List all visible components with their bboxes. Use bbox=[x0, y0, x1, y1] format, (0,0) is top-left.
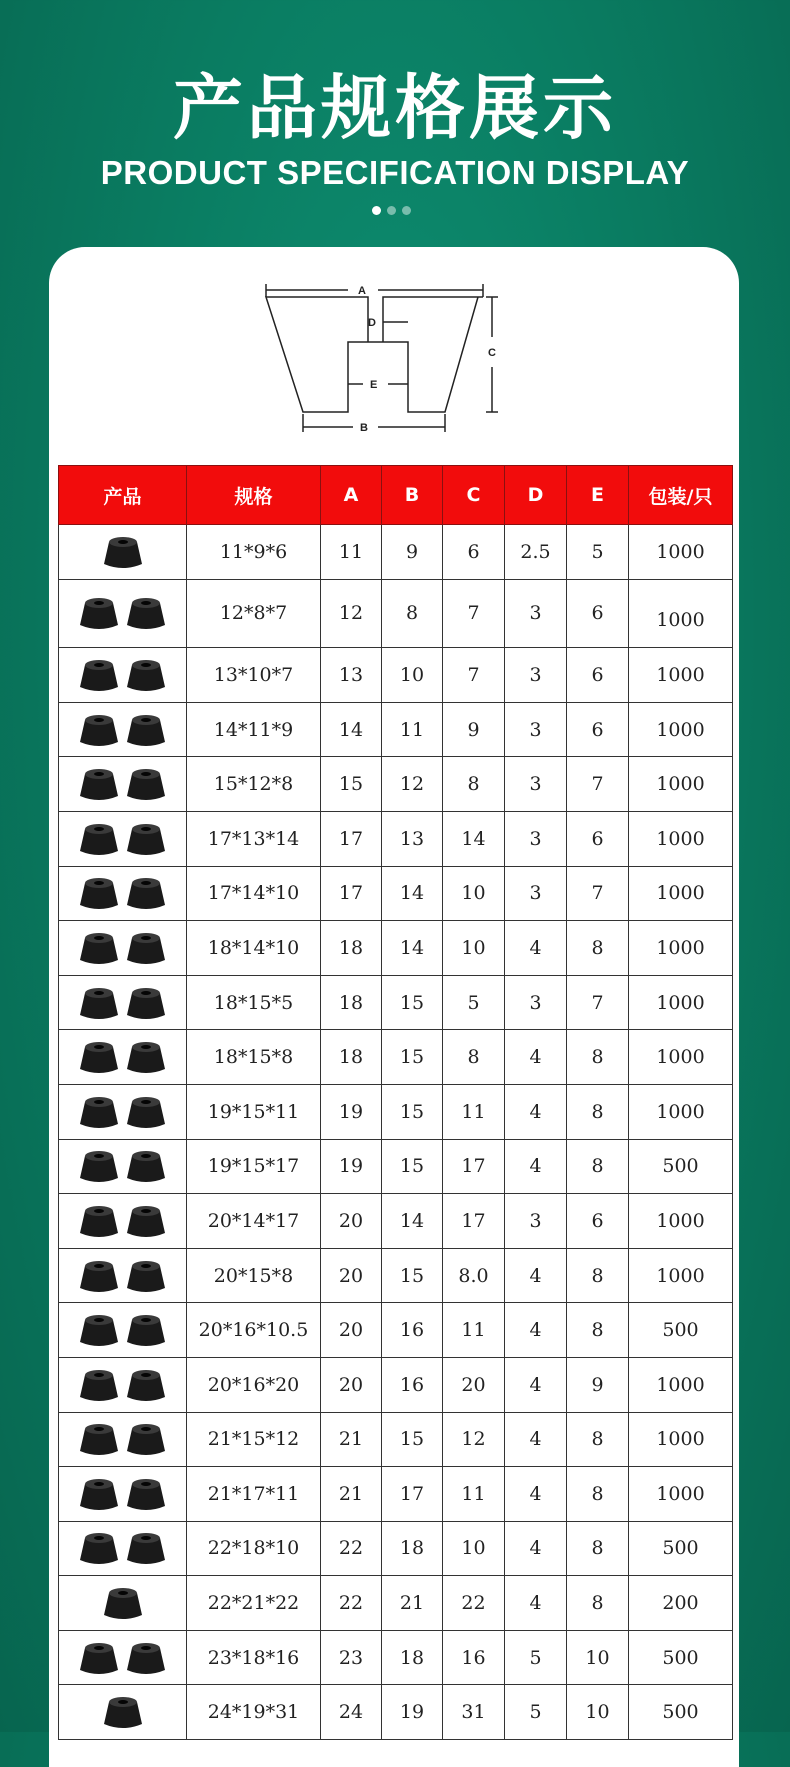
cell-qty: 1000 bbox=[629, 1248, 733, 1303]
cell-b: 15 bbox=[382, 1139, 443, 1194]
cell-b: 14 bbox=[382, 1194, 443, 1249]
cell-spec: 21*15*12 bbox=[187, 1412, 321, 1467]
cell-qty: 1000 bbox=[629, 648, 733, 703]
cell-d: 3 bbox=[505, 1194, 567, 1249]
cell-c: 9 bbox=[443, 702, 505, 757]
cell-c: 6 bbox=[443, 525, 505, 580]
product-image-cell bbox=[59, 921, 187, 976]
cell-a: 24 bbox=[321, 1685, 382, 1740]
rubber-foot-image bbox=[124, 819, 168, 859]
table-row bbox=[59, 702, 733, 757]
dimension-diagram bbox=[258, 272, 558, 442]
cell-a: 20 bbox=[321, 1357, 382, 1412]
cell-a: 19 bbox=[321, 1084, 382, 1139]
cell-a: 14 bbox=[321, 702, 382, 757]
cell-a: 13 bbox=[321, 648, 382, 703]
product-image-cell bbox=[59, 757, 187, 812]
cell-qty: 1000 bbox=[629, 1467, 733, 1522]
rubber-foot-image bbox=[124, 983, 168, 1023]
product-image-cell bbox=[59, 1357, 187, 1412]
pager-dot bbox=[402, 206, 411, 215]
cell-c: 12 bbox=[443, 1412, 505, 1467]
page-subtitle: PRODUCT SPECIFICATION DISPLAY bbox=[100, 154, 690, 191]
rubber-foot-image bbox=[77, 1146, 121, 1186]
cell-d: 4 bbox=[505, 1357, 567, 1412]
product-image-cell bbox=[59, 1303, 187, 1358]
rubber-foot-image bbox=[77, 764, 121, 804]
cell-d: 3 bbox=[505, 702, 567, 757]
rubber-foot-image bbox=[77, 655, 121, 695]
cell-d: 4 bbox=[505, 1412, 567, 1467]
cell-spec: 20*15*8 bbox=[187, 1248, 321, 1303]
rubber-foot-image bbox=[77, 710, 121, 750]
cell-e: 8 bbox=[567, 1303, 629, 1358]
product-image-cell bbox=[59, 525, 187, 580]
rubber-foot-image bbox=[77, 1638, 121, 1678]
product-image-cell bbox=[59, 1030, 187, 1085]
cell-a: 18 bbox=[321, 921, 382, 976]
cell-c: 5 bbox=[443, 975, 505, 1030]
cell-b: 15 bbox=[382, 975, 443, 1030]
cell-a: 21 bbox=[321, 1467, 382, 1522]
rubber-foot-image bbox=[124, 655, 168, 695]
cell-a: 20 bbox=[321, 1248, 382, 1303]
cell-d: 5 bbox=[505, 1630, 567, 1685]
cell-a: 23 bbox=[321, 1630, 382, 1685]
rubber-foot-image bbox=[77, 873, 121, 913]
cell-a: 12 bbox=[321, 579, 382, 648]
cell-e: 8 bbox=[567, 1521, 629, 1576]
cell-spec: 18*15*8 bbox=[187, 1030, 321, 1085]
cell-spec: 18*15*5 bbox=[187, 975, 321, 1030]
cell-b: 15 bbox=[382, 1248, 443, 1303]
table-row bbox=[59, 757, 733, 812]
table-row bbox=[59, 1030, 733, 1085]
rubber-foot-image bbox=[77, 819, 121, 859]
cell-c: 17 bbox=[443, 1139, 505, 1194]
cell-e: 5 bbox=[567, 525, 629, 580]
cell-b: 13 bbox=[382, 811, 443, 866]
cell-d: 3 bbox=[505, 648, 567, 703]
cell-e: 9 bbox=[567, 1357, 629, 1412]
spec-table bbox=[58, 465, 733, 1740]
dim-label-c: C bbox=[488, 347, 496, 359]
rubber-foot-image bbox=[95, 532, 151, 572]
table-row bbox=[59, 975, 733, 1030]
pager-dot bbox=[387, 206, 396, 215]
cell-d: 3 bbox=[505, 866, 567, 921]
rubber-foot-image bbox=[124, 928, 168, 968]
rubber-foot-image bbox=[124, 873, 168, 913]
cell-c: 10 bbox=[443, 866, 505, 921]
col-header-d: D bbox=[505, 466, 567, 525]
table-row bbox=[59, 648, 733, 703]
cell-d: 2.5 bbox=[505, 525, 567, 580]
rubber-foot-image bbox=[77, 1310, 121, 1350]
cell-d: 4 bbox=[505, 1576, 567, 1631]
cell-c: 17 bbox=[443, 1194, 505, 1249]
cell-d: 4 bbox=[505, 1139, 567, 1194]
cell-a: 20 bbox=[321, 1303, 382, 1358]
cell-qty: 1000 bbox=[629, 1084, 733, 1139]
cell-qty: 1000 bbox=[629, 1412, 733, 1467]
cell-b: 11 bbox=[382, 702, 443, 757]
cell-c: 14 bbox=[443, 811, 505, 866]
cell-d: 3 bbox=[505, 757, 567, 812]
cell-c: 7 bbox=[443, 579, 505, 648]
table-row bbox=[59, 1521, 733, 1576]
rubber-foot-image bbox=[124, 1638, 168, 1678]
cell-b: 15 bbox=[382, 1084, 443, 1139]
cell-c: 22 bbox=[443, 1576, 505, 1631]
cell-b: 14 bbox=[382, 921, 443, 976]
cell-b: 17 bbox=[382, 1467, 443, 1522]
cell-spec: 17*14*10 bbox=[187, 866, 321, 921]
cell-spec: 18*14*10 bbox=[187, 921, 321, 976]
cell-spec: 11*9*6 bbox=[187, 525, 321, 580]
rubber-foot-image bbox=[77, 1256, 121, 1296]
product-image-cell bbox=[59, 1139, 187, 1194]
table-row bbox=[59, 525, 733, 580]
rubber-foot-image bbox=[77, 1419, 121, 1459]
cell-a: 22 bbox=[321, 1576, 382, 1631]
table-row bbox=[59, 866, 733, 921]
cell-qty: 500 bbox=[629, 1139, 733, 1194]
cell-e: 8 bbox=[567, 1084, 629, 1139]
cell-d: 4 bbox=[505, 921, 567, 976]
table-row bbox=[59, 579, 733, 648]
cell-spec: 19*15*11 bbox=[187, 1084, 321, 1139]
col-header-a: A bbox=[321, 466, 382, 525]
pager-dot bbox=[372, 206, 381, 215]
table-row bbox=[59, 1084, 733, 1139]
cell-a: 15 bbox=[321, 757, 382, 812]
product-image-cell bbox=[59, 579, 187, 648]
cell-qty: 200 bbox=[629, 1576, 733, 1631]
cell-e: 7 bbox=[567, 975, 629, 1030]
cell-e: 7 bbox=[567, 866, 629, 921]
cell-c: 20 bbox=[443, 1357, 505, 1412]
cell-spec: 24*19*31 bbox=[187, 1685, 321, 1740]
cell-spec: 20*16*20 bbox=[187, 1357, 321, 1412]
product-image-cell bbox=[59, 1630, 187, 1685]
dim-label-a: A bbox=[358, 285, 366, 297]
cell-spec: 13*10*7 bbox=[187, 648, 321, 703]
rubber-foot-image bbox=[124, 593, 168, 633]
cell-qty: 1000 bbox=[629, 579, 733, 648]
cell-a: 21 bbox=[321, 1412, 382, 1467]
rubber-foot-image bbox=[124, 1528, 168, 1568]
cell-spec: 20*14*17 bbox=[187, 1194, 321, 1249]
rubber-foot-image bbox=[95, 1583, 151, 1623]
cell-d: 4 bbox=[505, 1467, 567, 1522]
table-row bbox=[59, 1685, 733, 1740]
col-header-spec: 规格 bbox=[187, 466, 321, 525]
cell-qty: 1000 bbox=[629, 757, 733, 812]
table-row bbox=[59, 1194, 733, 1249]
cell-b: 14 bbox=[382, 866, 443, 921]
cell-c: 8 bbox=[443, 757, 505, 812]
cell-c: 11 bbox=[443, 1084, 505, 1139]
cell-e: 6 bbox=[567, 702, 629, 757]
cell-qty: 1000 bbox=[629, 1194, 733, 1249]
rubber-foot-image bbox=[77, 1201, 121, 1241]
cell-d: 3 bbox=[505, 811, 567, 866]
cell-d: 3 bbox=[505, 579, 567, 648]
cell-a: 18 bbox=[321, 1030, 382, 1085]
cell-qty: 1000 bbox=[629, 525, 733, 580]
cell-b: 16 bbox=[382, 1303, 443, 1358]
cell-qty: 1000 bbox=[629, 811, 733, 866]
rubber-foot-image bbox=[124, 1310, 168, 1350]
cell-b: 21 bbox=[382, 1576, 443, 1631]
cell-qty: 1000 bbox=[629, 975, 733, 1030]
product-image-cell bbox=[59, 975, 187, 1030]
cell-c: 8 bbox=[443, 1030, 505, 1085]
cell-b: 18 bbox=[382, 1630, 443, 1685]
cell-e: 6 bbox=[567, 811, 629, 866]
cell-spec: 14*11*9 bbox=[187, 702, 321, 757]
rubber-foot-image bbox=[77, 593, 121, 633]
product-image-cell bbox=[59, 811, 187, 866]
cell-a: 19 bbox=[321, 1139, 382, 1194]
cell-spec: 17*13*14 bbox=[187, 811, 321, 866]
cell-b: 16 bbox=[382, 1357, 443, 1412]
cell-b: 12 bbox=[382, 757, 443, 812]
cell-spec: 20*16*10.5 bbox=[187, 1303, 321, 1358]
product-image-cell bbox=[59, 1248, 187, 1303]
cell-b: 19 bbox=[382, 1685, 443, 1740]
rubber-foot-image bbox=[95, 1692, 151, 1732]
rubber-foot-image bbox=[77, 1037, 121, 1077]
table-row bbox=[59, 1139, 733, 1194]
cell-b: 8 bbox=[382, 579, 443, 648]
product-image-cell bbox=[59, 866, 187, 921]
cell-e: 6 bbox=[567, 648, 629, 703]
cell-e: 7 bbox=[567, 757, 629, 812]
col-header-product: 产品 bbox=[59, 466, 187, 525]
cell-qty: 1000 bbox=[629, 1357, 733, 1412]
rubber-foot-image bbox=[77, 1365, 121, 1405]
rubber-foot-image bbox=[77, 983, 121, 1023]
cell-c: 11 bbox=[443, 1467, 505, 1522]
product-image-cell bbox=[59, 1084, 187, 1139]
cell-d: 4 bbox=[505, 1030, 567, 1085]
rubber-foot-image bbox=[77, 1474, 121, 1514]
cell-e: 8 bbox=[567, 1030, 629, 1085]
rubber-foot-image bbox=[124, 1365, 168, 1405]
dim-label-b: B bbox=[360, 422, 368, 434]
table-row bbox=[59, 1248, 733, 1303]
col-header-b: B bbox=[382, 466, 443, 525]
rubber-foot-image bbox=[124, 1092, 168, 1132]
table-row bbox=[59, 1576, 733, 1631]
rubber-foot-image bbox=[124, 1256, 168, 1296]
cell-spec: 23*18*16 bbox=[187, 1630, 321, 1685]
cell-d: 4 bbox=[505, 1303, 567, 1358]
rubber-foot-image bbox=[124, 1201, 168, 1241]
cell-qty: 500 bbox=[629, 1685, 733, 1740]
cell-c: 7 bbox=[443, 648, 505, 703]
cell-qty: 500 bbox=[629, 1630, 733, 1685]
cell-d: 4 bbox=[505, 1521, 567, 1576]
rubber-foot-image bbox=[124, 1474, 168, 1514]
table-row bbox=[59, 1412, 733, 1467]
cell-e: 8 bbox=[567, 1412, 629, 1467]
rubber-foot-image bbox=[124, 710, 168, 750]
cell-qty: 1000 bbox=[629, 1030, 733, 1085]
cell-qty: 1000 bbox=[629, 866, 733, 921]
cell-e: 10 bbox=[567, 1685, 629, 1740]
cell-a: 22 bbox=[321, 1521, 382, 1576]
table-row bbox=[59, 1630, 733, 1685]
product-image-cell bbox=[59, 1521, 187, 1576]
cell-b: 15 bbox=[382, 1030, 443, 1085]
dim-label-e: E bbox=[370, 379, 378, 391]
cell-e: 8 bbox=[567, 1139, 629, 1194]
cell-e: 8 bbox=[567, 1248, 629, 1303]
cell-a: 18 bbox=[321, 975, 382, 1030]
col-header-c: C bbox=[443, 466, 505, 525]
table-row bbox=[59, 1467, 733, 1522]
cell-d: 5 bbox=[505, 1685, 567, 1740]
cell-spec: 19*15*17 bbox=[187, 1139, 321, 1194]
rubber-foot-image bbox=[77, 1092, 121, 1132]
page-title: 产品规格展示 bbox=[173, 67, 617, 149]
cell-spec: 12*8*7 bbox=[187, 579, 321, 648]
cell-spec: 15*12*8 bbox=[187, 757, 321, 812]
cell-a: 20 bbox=[321, 1194, 382, 1249]
rubber-foot-image bbox=[124, 1419, 168, 1459]
cell-c: 8.0 bbox=[443, 1248, 505, 1303]
cell-spec: 22*21*22 bbox=[187, 1576, 321, 1631]
table-header-row bbox=[59, 466, 733, 525]
product-image-cell bbox=[59, 1576, 187, 1631]
cell-spec: 21*17*11 bbox=[187, 1467, 321, 1522]
rubber-foot-image bbox=[124, 1146, 168, 1186]
table-row bbox=[59, 1303, 733, 1358]
product-image-cell bbox=[59, 1685, 187, 1740]
cell-e: 6 bbox=[567, 579, 629, 648]
rubber-foot-image bbox=[77, 1528, 121, 1568]
cell-d: 4 bbox=[505, 1248, 567, 1303]
table-row bbox=[59, 811, 733, 866]
cell-e: 6 bbox=[567, 1194, 629, 1249]
cell-c: 10 bbox=[443, 921, 505, 976]
col-header-e: E bbox=[567, 466, 629, 525]
cell-c: 11 bbox=[443, 1303, 505, 1358]
product-image-cell bbox=[59, 1194, 187, 1249]
dim-label-d: D bbox=[368, 317, 376, 329]
cell-a: 11 bbox=[321, 525, 382, 580]
cell-d: 3 bbox=[505, 975, 567, 1030]
cell-qty: 1000 bbox=[629, 702, 733, 757]
pager-dots bbox=[372, 206, 411, 215]
cell-c: 31 bbox=[443, 1685, 505, 1740]
cell-e: 10 bbox=[567, 1630, 629, 1685]
cell-c: 16 bbox=[443, 1630, 505, 1685]
cell-b: 18 bbox=[382, 1521, 443, 1576]
cell-a: 17 bbox=[321, 811, 382, 866]
rubber-foot-image bbox=[124, 764, 168, 804]
cell-d: 4 bbox=[505, 1084, 567, 1139]
table-row bbox=[59, 1357, 733, 1412]
table-row bbox=[59, 921, 733, 976]
rubber-foot-image bbox=[77, 928, 121, 968]
product-image-cell bbox=[59, 702, 187, 757]
cell-b: 10 bbox=[382, 648, 443, 703]
cell-b: 9 bbox=[382, 525, 443, 580]
cell-e: 8 bbox=[567, 1576, 629, 1631]
col-header-packaging: 包装/只 bbox=[629, 466, 733, 525]
product-image-cell bbox=[59, 1412, 187, 1467]
product-image-cell bbox=[59, 1467, 187, 1522]
cell-c: 10 bbox=[443, 1521, 505, 1576]
cell-qty: 500 bbox=[629, 1521, 733, 1576]
cell-e: 8 bbox=[567, 921, 629, 976]
cell-spec: 22*18*10 bbox=[187, 1521, 321, 1576]
rubber-foot-image bbox=[124, 1037, 168, 1077]
cell-b: 15 bbox=[382, 1412, 443, 1467]
cell-a: 17 bbox=[321, 866, 382, 921]
cell-qty: 500 bbox=[629, 1303, 733, 1358]
cell-qty: 1000 bbox=[629, 921, 733, 976]
product-image-cell bbox=[59, 648, 187, 703]
cell-e: 8 bbox=[567, 1467, 629, 1522]
